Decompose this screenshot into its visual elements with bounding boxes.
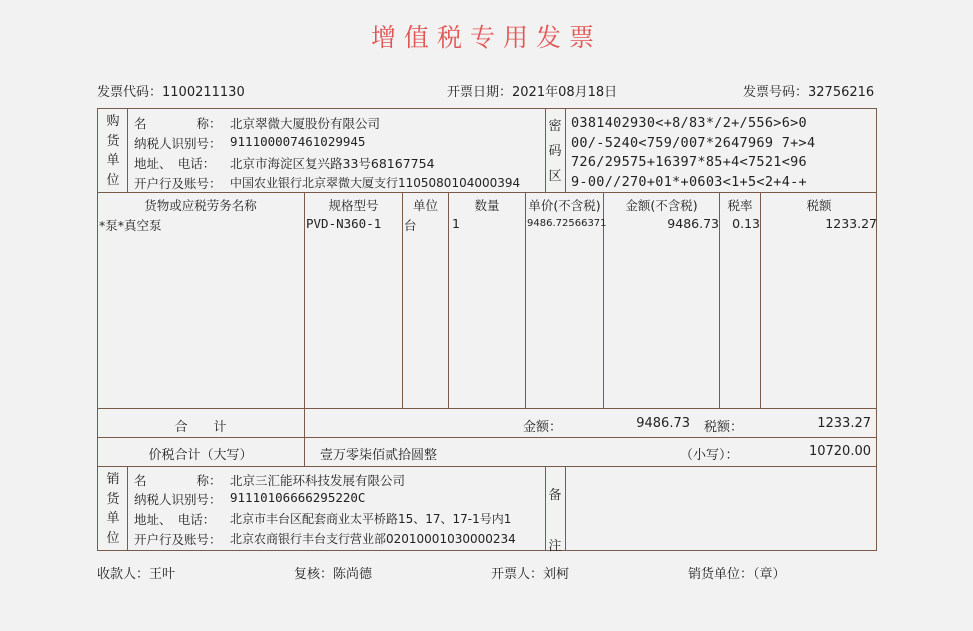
totals-amount-label: 金额： (523, 420, 563, 435)
col-header-amount: 金额(不含税) (625, 198, 698, 213)
buyer-side-char: 单 (106, 153, 120, 168)
buyer-addr-label: 地址、 电话： (134, 156, 216, 171)
col-header-qty: 数量 (474, 198, 500, 213)
item-rate: 0.13 (732, 216, 760, 231)
seller-tax-label: 纳税人识别号： (134, 492, 222, 507)
seller-bank: 北京农商银行丰台支行营业部02010001030000234 (230, 532, 516, 546)
totals-label: 合 计 (174, 420, 227, 435)
rule-grand-bottom (97, 466, 877, 467)
rule-totals-split (304, 408, 305, 466)
payee-label: 收款人： (97, 567, 150, 582)
issuer-label: 开票人： (491, 567, 544, 582)
seller-tax-id: 91110106666295220C (230, 490, 366, 505)
grand-small: 10720.00 (808, 444, 871, 459)
col-header-spec: 规格型号 (328, 198, 379, 213)
seller-stamp-label: 销货单位： (688, 567, 754, 582)
review-label: 复核： (294, 567, 334, 582)
cipher-side-label (542, 114, 568, 189)
payee-value: 王叶 (149, 567, 176, 582)
item-unit: 台 (404, 218, 417, 233)
footer-seller-stamp (688, 563, 786, 582)
buyer-addr: 北京市海淀区复兴路33号68167754 (230, 156, 435, 171)
invoice-code-value: 1100211130 (162, 85, 245, 100)
cipher-line: 0381402930<+8/83*/2+/556>6>0 (571, 115, 807, 131)
grand-label: 价税合计（大写） (148, 448, 253, 463)
seller-addr: 北京市丰台区配套商业太平桥路15、17、17-1号内1 (230, 512, 512, 526)
seller-side-char: 货 (106, 491, 120, 507)
seller-side-label (100, 470, 126, 548)
cipher-block (571, 114, 815, 192)
totals-amount: 9486.73 (636, 416, 690, 431)
col-header-unit: 单位 (412, 198, 438, 213)
buyer-name-label: 名 称： (134, 116, 222, 131)
item-tax: 1233.27 (825, 216, 877, 231)
buyer-bank: 中国农业银行北京翠微大厦支行1105080104000394 (230, 176, 521, 190)
buyer-side-char: 货 (106, 133, 120, 149)
remark-side-label (542, 470, 568, 572)
rule-totals-bottom (97, 437, 877, 438)
rule-seller-side (127, 466, 128, 551)
review-value: 陈尚德 (333, 567, 373, 582)
invoice-code (97, 81, 245, 100)
invoice-number (743, 81, 874, 100)
item-name: *泵*真空泵 (99, 218, 162, 233)
footer-payee (97, 563, 175, 582)
cipher-side-char: 码 (548, 144, 562, 159)
footer-issuer (491, 563, 569, 582)
rule-buyer-side (127, 108, 128, 192)
cipher-line: 00/-5240<759/007*2647969 7+>4 (571, 134, 816, 151)
buyer-tax-label: 纳税人识别号： (134, 136, 222, 151)
buyer-side-char: 购 (106, 114, 120, 129)
item-spec: PVD-N360-1 (306, 216, 382, 231)
col-header-tax: 税额 (806, 198, 832, 213)
col-header-price: 单价(不含税) (528, 198, 601, 213)
col-header-rate: 税率 (727, 198, 753, 213)
seller-side-char: 单 (106, 511, 120, 526)
invoice-number-value: 32756216 (808, 85, 875, 100)
cipher-line: 726/29575+16397*85+4<7521<96 (571, 154, 807, 170)
remark-side-char: 注 (548, 539, 562, 554)
invoice-number-label: 发票号码： (743, 85, 809, 100)
grand-small-label: （小写）： (680, 448, 739, 463)
invoice-date-label: 开票日期： (447, 85, 513, 100)
rule-col-spec (304, 192, 305, 408)
seller-name-label: 名 称： (134, 473, 222, 488)
rule-col-price (525, 192, 526, 408)
seller-stamp-value: （章） (753, 567, 786, 582)
rule-col-qty (448, 192, 449, 408)
invoice-date-value: 2021年08月18日 (512, 85, 618, 100)
totals-tax-label: 税额： (704, 420, 744, 435)
seller-bank-label: 开户行及账号： (134, 532, 222, 547)
rule-items-bottom (97, 408, 877, 409)
buyer-side-char: 位 (106, 172, 120, 188)
invoice-code-label: 发票代码： (97, 85, 163, 100)
buyer-side-label (100, 112, 126, 190)
buyer-name: 北京翠微大厦股份有限公司 (230, 116, 381, 131)
cipher-side-char: 区 (548, 169, 562, 184)
col-header-name: 货物或应税劳务名称 (144, 198, 257, 213)
seller-side-char: 销 (106, 472, 120, 487)
buyer-tax-id: 911100007461029945 (230, 134, 366, 149)
seller-side-char: 位 (106, 530, 120, 546)
rule-col-unit (402, 192, 403, 408)
footer-review (294, 563, 372, 582)
seller-name: 北京三汇能环科技发展有限公司 (230, 473, 406, 488)
buyer-bank-label: 开户行及账号： (134, 176, 222, 191)
item-amount: 9486.73 (667, 216, 719, 231)
invoice-date (447, 81, 617, 100)
seller-addr-label: 地址、 电话： (134, 512, 216, 527)
remark-side-char: 备 (548, 488, 562, 503)
cipher-line: 9-00//270+01*+0603<1+5<2+4-+ (571, 173, 807, 190)
issuer-value: 刘柯 (543, 567, 570, 582)
grand-upper: 壹万零柒佰贰拾圆整 (320, 448, 438, 463)
cipher-side-char: 密 (548, 119, 562, 134)
totals-tax: 1233.27 (817, 416, 871, 431)
item-qty: 1 (452, 216, 460, 231)
invoice-title: 增值税专用发票 (370, 23, 602, 52)
item-price: 9486.72566371 (527, 218, 607, 229)
